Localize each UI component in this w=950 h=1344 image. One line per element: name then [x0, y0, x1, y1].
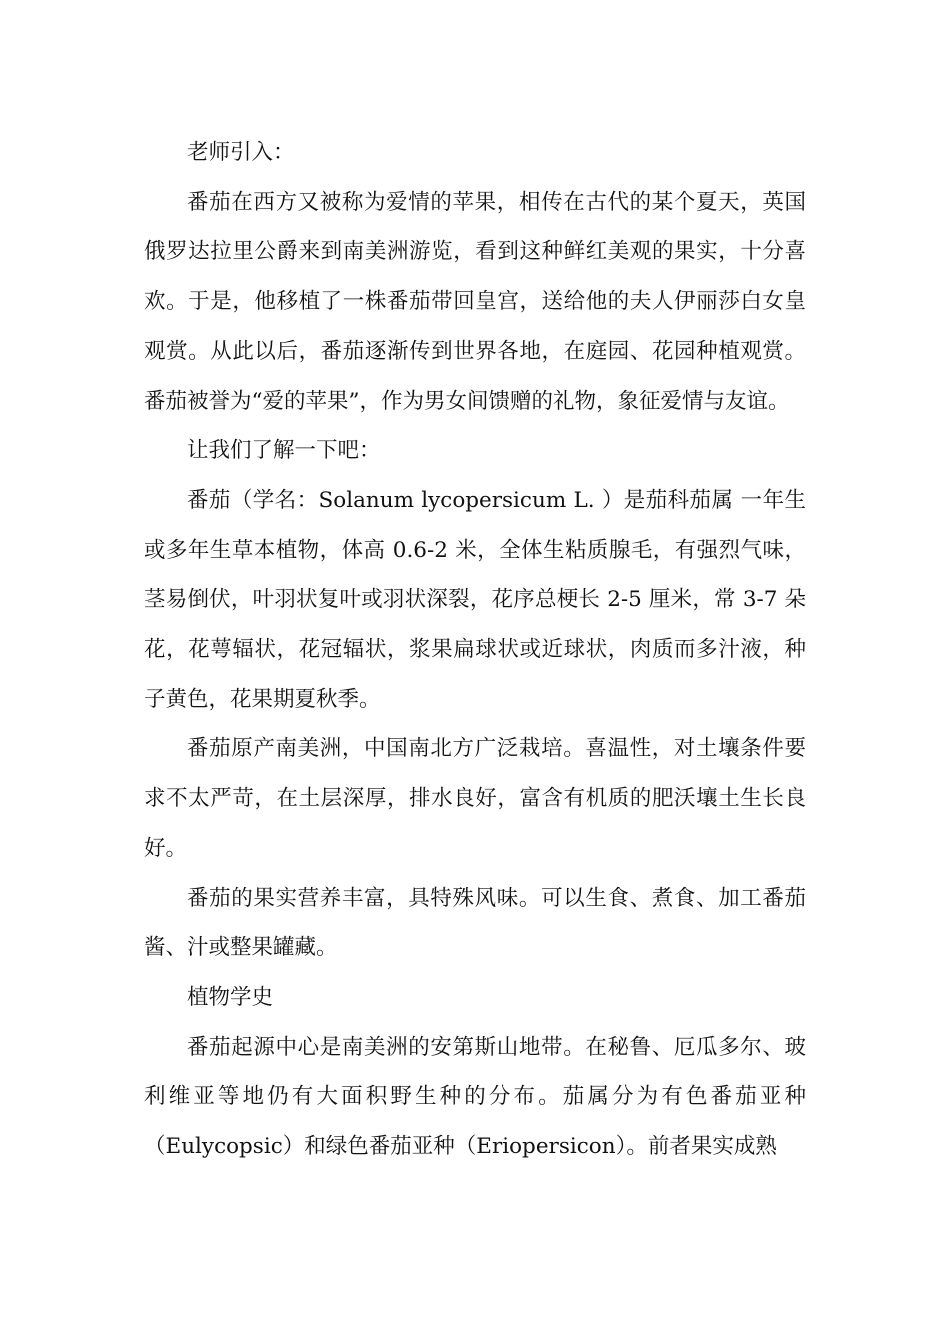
paragraph-origin-cultivation: 番茄原产南美洲，中国南北方广泛栽培。喜温性，对土壤条件要求不太严苛，在土层深厚，排水良好，富含有机质的肥沃壤土生长良好。	[144, 736, 806, 861]
paragraph-lets-learn: 让我们了解一下吧：	[187, 438, 381, 464]
document-body	[144, 128, 806, 1172]
paragraph-botanical-description: 番茄（学名：Solanum lycopersicum L. ）是茄科茄属 一年生或多年生草本植物，体高 0.6-2 米，全体生粘质腺毛，有强烈气味，茎易倒伏，叶羽状复叶或羽状深裂，花序总梗长 2-5 厘米，常 3-7 朵花，花萼辐状，花冠辐状，浆果扁球状或近球状，肉质而多汁液，种子黄色，花果期夏秋季。	[144, 487, 806, 712]
paragraph-history-body: 番茄起源中心是南美洲的安第斯山地带。在秘鲁、厄瓜多尔、玻利维亚等地仍有大面积野生种的分布。茄属分为有色番茄亚种（Eulycopsic）和绿色番茄亚种（Eriopersicon）。前者果实成熟	[144, 1034, 806, 1160]
paragraph-legend: 番茄在西方又被称为爱情的苹果，相传在古代的某个夏天，英国俄罗达拉里公爵来到南美洲游览，看到这种鲜红美观的果实，十分喜欢。于是，他移植了一株番茄带回皇宫，送给他的夫人伊丽莎白女皇观赏。从此以后，番茄逐渐传到世界各地，在庭园、花园种植观赏。番茄被誉为“爱的苹果”，作为男女间馈赠的礼物，象征爱情与友谊。	[144, 189, 806, 414]
paragraph-intro-heading: 老师引入：	[187, 140, 295, 165]
paragraph-nutrition-uses: 番茄的果实营养丰富，具特殊风味。可以生食、煮食、加工番茄酱、汁或整果罐藏。	[144, 885, 806, 961]
paragraph-history-heading: 植物学史	[187, 984, 274, 1010]
